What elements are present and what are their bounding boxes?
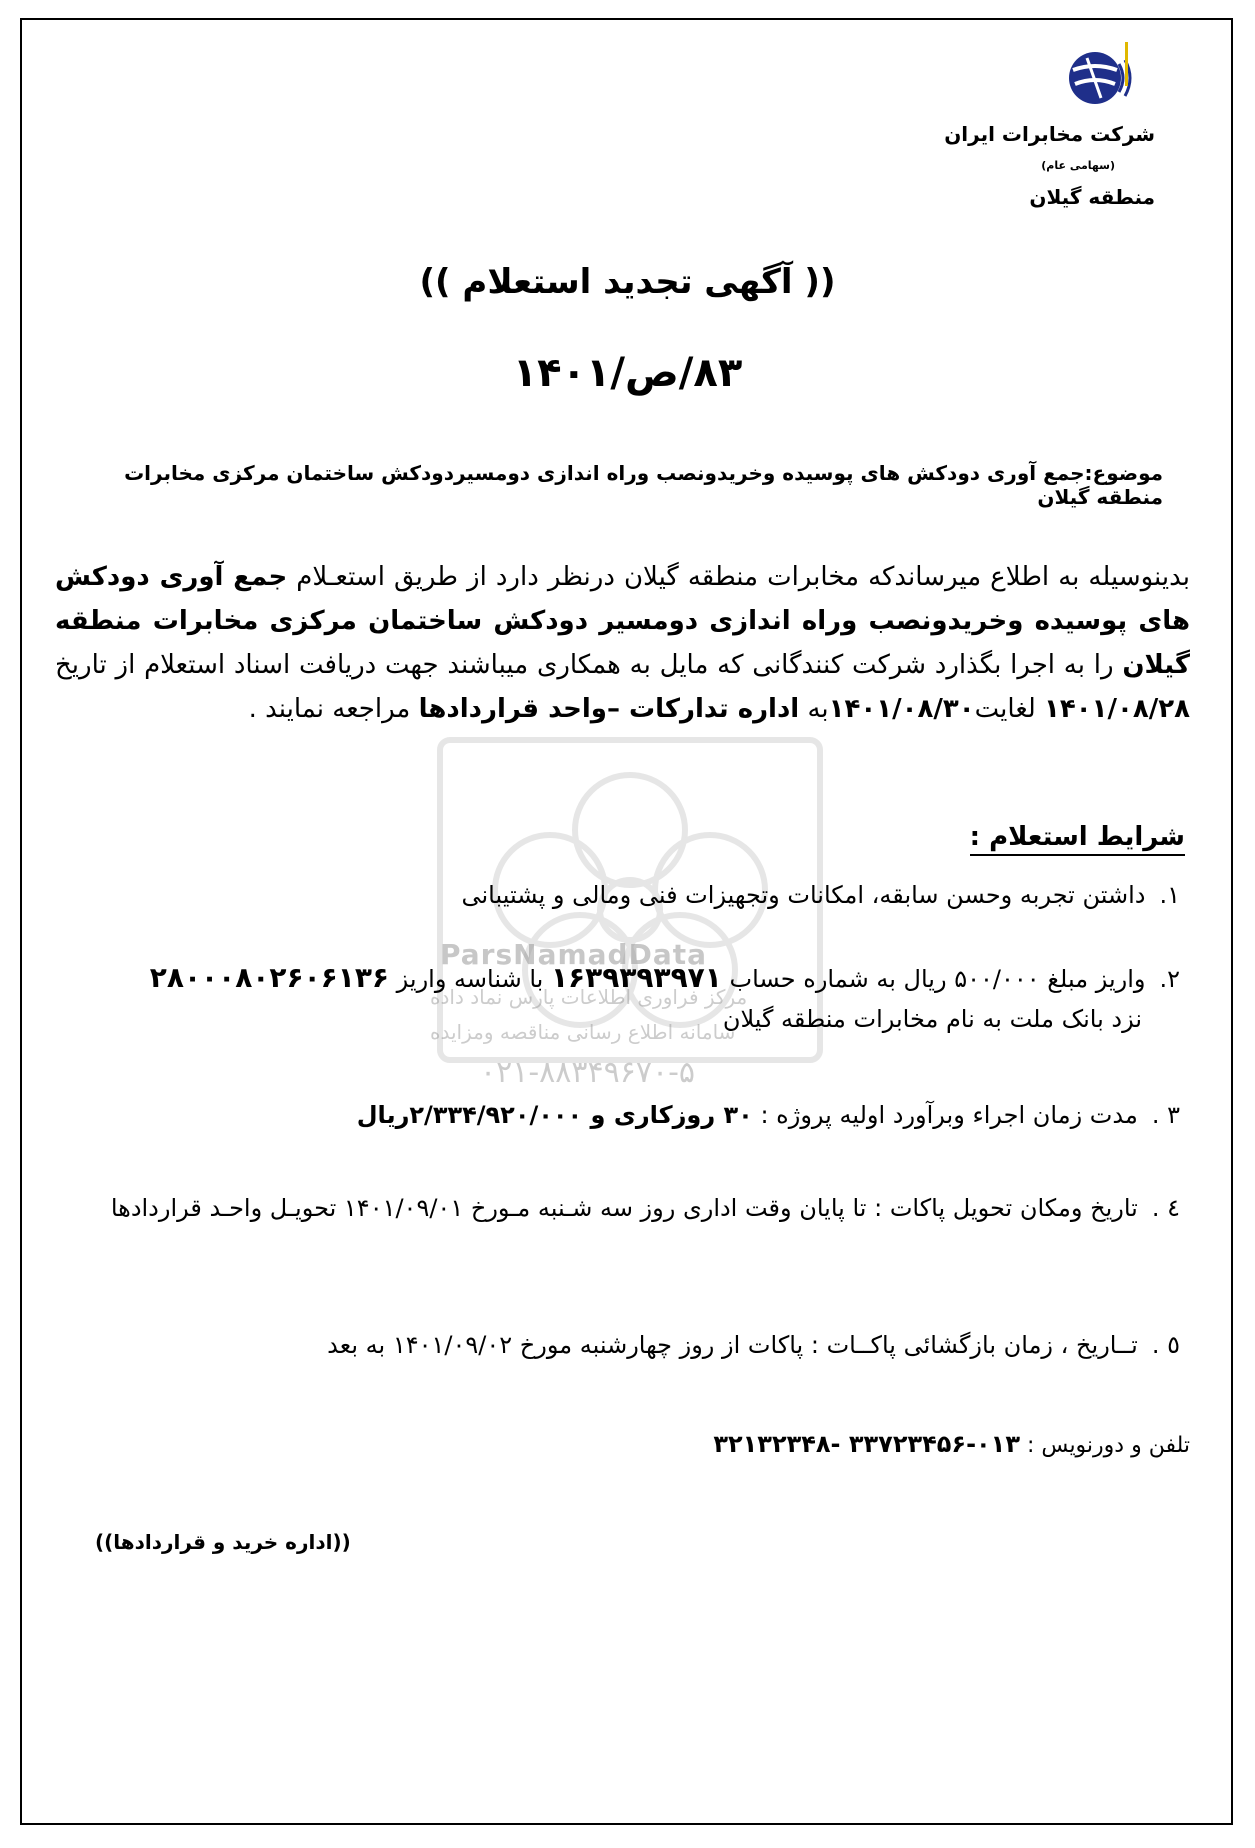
condition-text-2a: واریز مبلغ ۵۰۰/۰۰۰ ریال به شماره حساب — [721, 965, 1146, 993]
body-date-to: ۱۴۰۱/۰۸/۳۰ — [828, 694, 975, 724]
phone-numbers: ۰۱۳-۳۳۷۲۳۴۵۶ -۳۲۱۳۲۳۴۸ — [713, 1430, 1020, 1458]
watermark-brand: ParsNamadData — [440, 938, 707, 971]
body-project-title: جمع آوری دودکش های پوسیده وخریدونصب وراه اندازی دومسیر دودکش ساختمان مرکزی مخابرات منطقه گیلان — [55, 562, 1190, 680]
notice-number: ۸۳/ص/۱۴۰۱ — [512, 350, 743, 396]
condition-text-2b: با شناسه واریز — [389, 965, 551, 993]
condition-text-3b: ۳۰ روزکاری و ۲/۳۳۴/۹۲۰/۰۰۰ریال — [356, 1101, 753, 1129]
condition-number-2: ۲. — [1159, 965, 1180, 993]
company-subtitle: (سهامی عام) — [1041, 159, 1115, 172]
subject-line: موضوع:جمع آوری دودکش های پوسیده وخریدونصب وراه اندازی دومسیردودکش ساختمان مرکزی مخابرات منطقه گیلان — [124, 461, 1163, 509]
company-name: شرکت مخابرات ایران — [944, 122, 1155, 146]
condition-text-3a: مدت زمان اجراء وبرآورد اولیه پروژه : — [752, 1101, 1138, 1129]
body-text-4: به — [799, 694, 829, 724]
condition-number-5: ٥ . — [1151, 1331, 1180, 1359]
condition-item-5 — [60, 1325, 1180, 1365]
company-logo-icon — [1065, 40, 1135, 110]
condition-text-2c: نزد بانک ملت به نام مخابرات منطقه گیلان — [722, 1005, 1142, 1033]
condition-text-1: داشتن تجربه وحسن سابقه، امکانات وتجهیزات فنی ومالی و پشتیبانی — [461, 881, 1146, 909]
condition-text-4: تاریخ ومکان تحویل پاکات : تا پایان وقت اداری روز سه شـنبه مـورخ ۱۴۰۱/۰۹/۰۱ تحویـل واحـد قراردادها — [110, 1194, 1138, 1222]
region-name: منطقه گیلان — [1029, 185, 1155, 209]
phone-label: تلفن و دورنویس : — [1026, 1433, 1190, 1458]
condition-number-1: ۱. — [1159, 881, 1180, 909]
watermark-phone: ۰۲۱-۸۸۳۴۹۶۷۰-۵ — [480, 1055, 696, 1090]
conditions-heading: شرایط استعلام : — [970, 822, 1185, 856]
body-text-2: را به اجرا بگذارد شرکت کنندگانی که مایل به همکاری میباشند جهت دریافت اسناد استعلام از تاریخ — [55, 650, 1123, 680]
condition-item-1 — [60, 875, 1180, 915]
condition-item-2 — [40, 958, 1180, 1039]
condition-item-3 — [60, 1095, 1180, 1135]
condition-number-3: ۳ . — [1151, 1101, 1180, 1129]
page-title: (( آگهی تجدید استعلام )) — [419, 262, 836, 302]
body-text-3: لغایت — [974, 694, 1045, 724]
body-paragraph — [55, 555, 1190, 731]
body-text-5: مراجعه نمایند . — [248, 694, 419, 724]
footer-department: ((اداره خرید و قراردادها)) — [95, 1530, 351, 1554]
watermark-line-1: مرکز فراوری اطلاعات پارس نماد داده — [430, 985, 748, 1009]
phone-line — [713, 1430, 1190, 1458]
deposit-id: ۲۸۰۰۰۸۰۲۶۰۶۱۳۶ — [149, 961, 390, 994]
body-date-from: ۱۴۰۱/۰۸/۲۸ — [1044, 694, 1190, 724]
watermark-line-2: سامانه اطلاع رسانی مناقصه ومزایده — [430, 1020, 736, 1044]
body-department: اداره تدارکات –واحد قراردادها — [418, 694, 800, 724]
body-text-1: بدینوسیله به اطلاع میرساندکه مخابرات منطقه گیلان درنظر دارد از طریق استعـلام — [287, 562, 1191, 592]
account-number: ۱۶۳۹۳۹۳۹۷۱ — [550, 961, 722, 994]
condition-text-5: تــاریخ ، زمان بازگشائی پاکــات : پاکات از روز چهارشنبه مورخ ۱۴۰۱/۰۹/۰۲ به بعد — [327, 1331, 1138, 1359]
condition-number-4: ٤ . — [1151, 1194, 1180, 1222]
condition-item-4 — [60, 1180, 1180, 1236]
